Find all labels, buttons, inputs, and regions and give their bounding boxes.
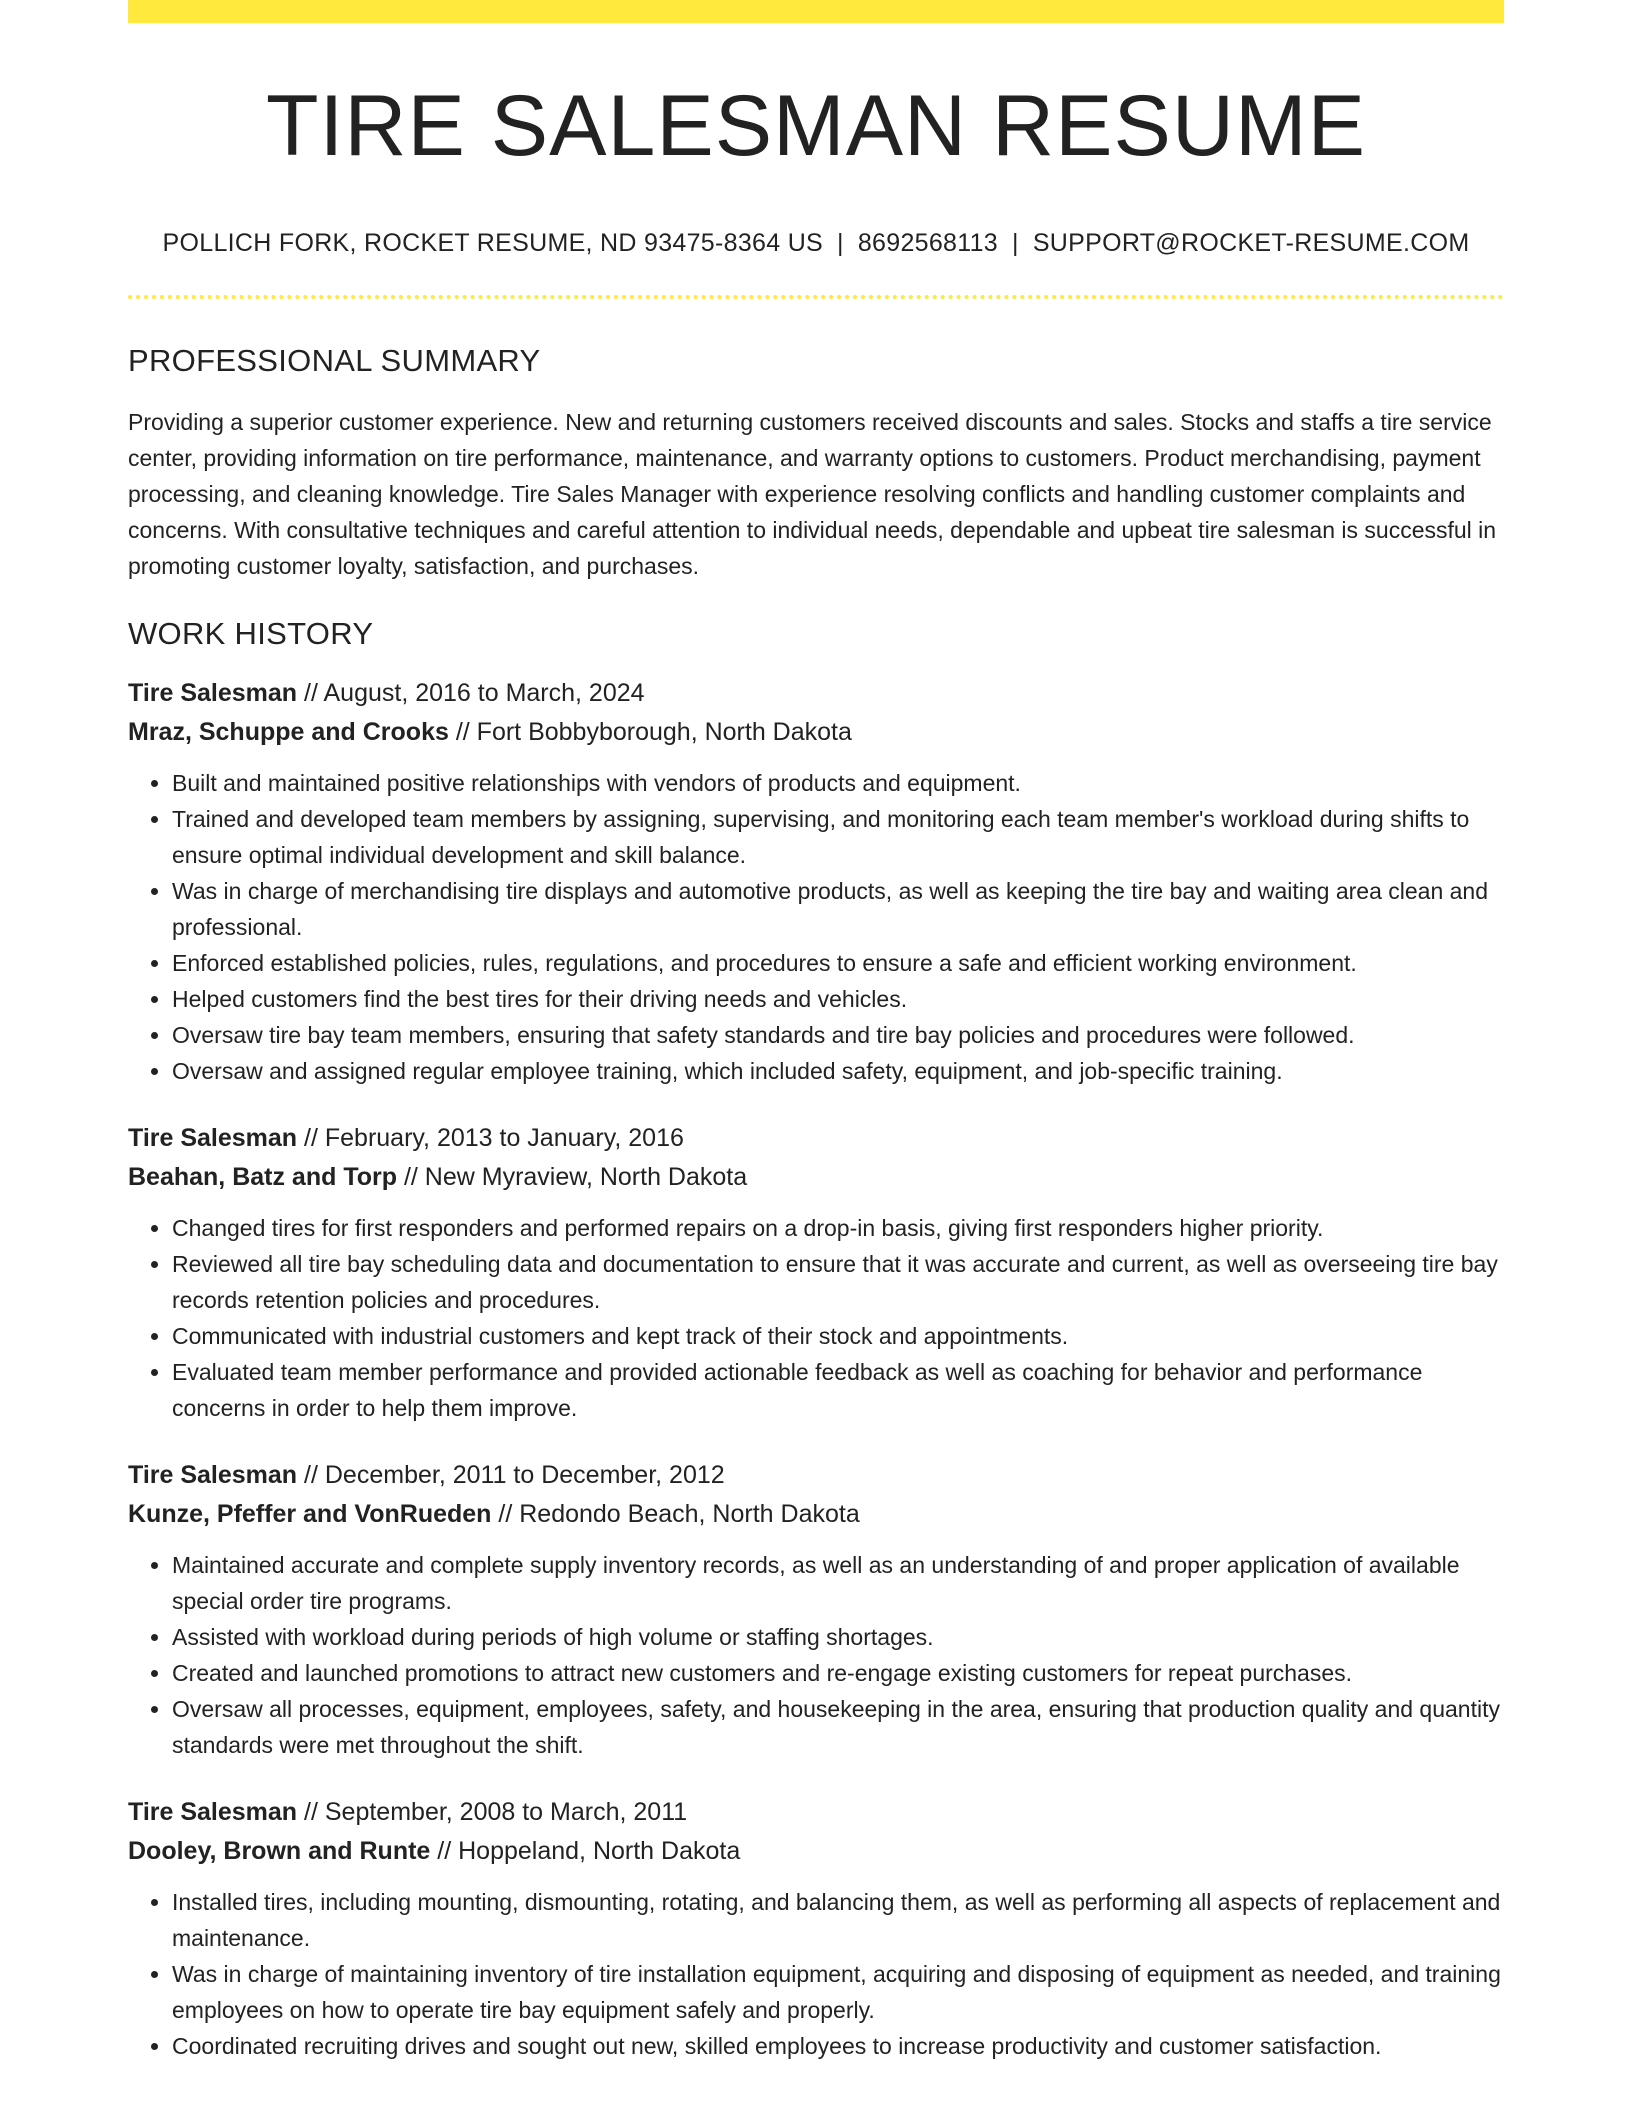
contact-address: POLLICH FORK, ROCKET RESUME, ND 93475-8364 US <box>162 229 824 258</box>
duty-item: • Maintained accurate and complete supply inventory records, as well as an understanding of and proper application of available special order tire programs. <box>172 1547 1504 1619</box>
duty-item: • Trained and developed team members by assigning, supervising, and monitoring each team member's workload during shifts to ensure optimal individual development and skill balance. <box>172 801 1504 873</box>
duty-item: • Oversaw all processes, equipment, employees, safety, and housekeeping in the area, ensuring that production quality and quantity standards were met throughout the shift. <box>172 1691 1504 1763</box>
duty-item: • Created and launched promotions to attract new customers and re-engage existing customers for repeat purchases. <box>172 1655 1504 1691</box>
duty-item: • Enforced established policies, rules, regulations, and procedures to ensure a safe and efficient working environment. <box>172 945 1504 981</box>
job-entry <box>128 1793 1504 2064</box>
contact-phone[interactable]: 8692568113 <box>857 229 999 258</box>
work-history-heading: WORK HISTORY <box>128 616 374 652</box>
job-dates: // February, 2013 to January, 2016 <box>297 1124 684 1153</box>
job-company-line <box>128 713 1504 752</box>
summary-text: Providing a superior customer experience. New and returning customers received discounts and sales. Stocks and staffs a tire service center, providing information on tire performance, maintenance, and warranty options to customers. Product merchandising, payment processing, and cleaning knowledge. Tire Sales Manager with experience resolving conflicts and handling customer complaints and concerns. With consultative techniques and careful attention to individual needs, dependable and upbeat tire salesman is successful in promoting customer loyalty, satisfaction, and purchases. <box>128 409 1497 580</box>
duty-item: • Assisted with workload during periods of high volume or staffing shortages. <box>172 1619 1504 1655</box>
contact-separator: | <box>1012 229 1019 258</box>
job-entry <box>128 1456 1504 1763</box>
duty-item: • Communicated with industrial customers and kept track of their stock and appointments. <box>172 1318 1504 1354</box>
duty-item: • Changed tires for first responders and performed repairs on a drop-in basis, giving first responders higher priority. <box>172 1210 1504 1246</box>
job-title-line <box>128 1456 1504 1495</box>
job-location: // New Myraview, North Dakota <box>397 1163 748 1192</box>
duty-item: • Oversaw tire bay team members, ensuring that safety standards and tire bay policies and procedures were followed. <box>172 1017 1504 1053</box>
job-title-line <box>128 1793 1504 1832</box>
duty-item: • Coordinated recruiting drives and sought out new, skilled employees to increase productivity and customer satisfaction. <box>172 2028 1504 2064</box>
job-entry <box>128 1119 1504 1426</box>
job-company: Mraz, Schuppe and Crooks <box>128 718 449 747</box>
job-title-line <box>128 1119 1504 1158</box>
duty-item: • Oversaw and assigned regular employee training, which included safety, equipment, and job-specific training. <box>172 1053 1504 1089</box>
duty-list <box>128 1210 1504 1426</box>
header-divider <box>128 295 1504 299</box>
job-company-line <box>128 1158 1504 1197</box>
job-location: // Redondo Beach, North Dakota <box>491 1500 860 1529</box>
job-location: // Hoppeland, North Dakota <box>430 1837 741 1866</box>
resume-page <box>128 0 1504 2064</box>
job-company-line <box>128 1495 1504 1534</box>
summary-heading: PROFESSIONAL SUMMARY <box>128 343 541 379</box>
job-title: Tire Salesman <box>128 1798 298 1827</box>
duty-item: • Was in charge of maintaining inventory of tire installation equipment, acquiring and disposing of equipment as needed, and training employees on how to operate tire bay equipment safely and properly. <box>172 1956 1504 2028</box>
job-company: Kunze, Pfeffer and VonRueden <box>128 1500 492 1529</box>
job-location: // Fort Bobbyborough, North Dakota <box>448 718 852 747</box>
accent-bar <box>128 0 1504 23</box>
job-title: Tire Salesman <box>128 679 298 708</box>
contact-separator: | <box>837 229 844 258</box>
job-company: Dooley, Brown and Runte <box>128 1837 431 1866</box>
duty-item: • Helped customers find the best tires for their driving needs and vehicles. <box>172 981 1504 1017</box>
duty-item: • Reviewed all tire bay scheduling data and documentation to ensure that it was accurate and current, as well as overseeing tire bay records retention policies and procedures. <box>172 1246 1504 1318</box>
job-dates: // August, 2016 to March, 2024 <box>297 679 645 708</box>
duty-list <box>128 1884 1504 2064</box>
job-title: Tire Salesman <box>128 1461 298 1490</box>
job-title: Tire Salesman <box>128 1124 298 1153</box>
duty-list <box>128 1547 1504 1763</box>
duty-item: • Was in charge of merchandising tire displays and automotive products, as well as keeping the tire bay and waiting area clean and professional. <box>172 873 1504 945</box>
job-dates: // September, 2008 to March, 2011 <box>297 1798 688 1827</box>
job-title-line <box>128 674 1504 713</box>
duty-item: • Installed tires, including mounting, dismounting, rotating, and balancing them, as well as performing all aspects of replacement and maintenance. <box>172 1884 1504 1956</box>
duty-item: • Built and maintained positive relationships with vendors of products and equipment. <box>172 765 1504 801</box>
resume-title: TIRE SALESMAN RESUME <box>266 78 1366 174</box>
duty-list <box>128 765 1504 1089</box>
job-entry <box>128 674 1504 1089</box>
job-company: Beahan, Batz and Torp <box>128 1163 398 1192</box>
duty-item: • Evaluated team member performance and provided actionable feedback as well as coaching for behavior and performance concerns in order to help them improve. <box>172 1354 1504 1426</box>
contact-email[interactable]: SUPPORT@ROCKET-RESUME.COM <box>1032 229 1470 258</box>
job-dates: // December, 2011 to December, 2012 <box>297 1461 725 1490</box>
job-company-line <box>128 1832 1504 1871</box>
contact-line <box>128 229 1504 258</box>
